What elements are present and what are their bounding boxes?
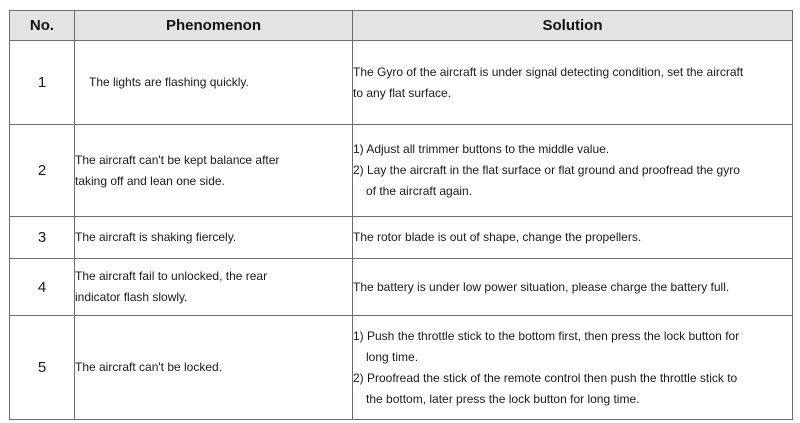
phenomenon-text: indicator flash slowly. — [75, 290, 188, 304]
table-row — [10, 259, 793, 316]
solution-step — [353, 368, 792, 410]
header-solution: Solution — [353, 11, 793, 41]
solution-text-continued: long time. — [366, 349, 419, 364]
solution-text-continued: the bottom, later press the lock button for long time. — [366, 391, 640, 406]
table-row — [10, 316, 793, 420]
solution-text: to any flat surface. — [353, 85, 452, 100]
solution-text: 1) Push the throttle stick to the bottom first, then press the lock button for — [353, 328, 740, 343]
table-row — [10, 125, 793, 217]
solution-text: 1) Adjust all trimmer buttons to the middle value. — [353, 142, 610, 156]
troubleshooting-table — [9, 10, 793, 420]
solution-cell — [353, 125, 793, 217]
table-header-row — [10, 11, 793, 41]
phenomenon-text: The aircraft can't be locked. — [75, 360, 223, 374]
solution-cell — [353, 259, 793, 316]
phenomenon-cell — [75, 217, 353, 259]
solution-text: The battery is under low power situation, please charge the battery full. — [353, 279, 730, 294]
phenomenon-cell — [75, 125, 353, 217]
solution-text: The rotor blade is out of shape, change the propellers. — [353, 230, 642, 244]
solution-text: The Gyro of the aircraft is under signal detecting condition, set the aircraft — [353, 64, 744, 79]
row-number: 4 — [10, 259, 75, 316]
row-number: 3 — [10, 217, 75, 259]
solution-step — [353, 326, 792, 368]
solution-cell — [353, 217, 793, 259]
solution-step — [353, 160, 792, 202]
phenomenon-text: The lights are flashing quickly. — [89, 75, 249, 89]
row-number: 2 — [10, 125, 75, 217]
phenomenon-cell — [75, 259, 353, 316]
row-number: 5 — [10, 316, 75, 420]
phenomenon-cell — [75, 316, 353, 420]
phenomenon-cell — [75, 41, 353, 125]
header-phenomenon: Phenomenon — [75, 11, 353, 41]
phenomenon-text: taking off and lean one side. — [75, 173, 225, 188]
solution-cell — [353, 316, 793, 420]
solution-step — [353, 139, 792, 160]
solution-cell — [353, 41, 793, 125]
phenomenon-text: The aircraft can't be kept balance after — [75, 152, 280, 167]
table-row — [10, 41, 793, 125]
solution-text: 2) Proofread the stick of the remote control then push the throttle stick to — [353, 370, 738, 385]
solution-text-continued: of the aircraft again. — [366, 184, 473, 198]
solution-text: 2) Lay the aircraft in the flat surface or flat ground and proofread the gyro — [353, 163, 740, 177]
phenomenon-text: The aircraft fail to unlocked, the rear — [75, 269, 268, 283]
row-number: 1 — [10, 41, 75, 125]
phenomenon-text: The aircraft is shaking fiercely. — [75, 230, 237, 244]
table-row — [10, 217, 793, 259]
header-no: No. — [10, 11, 75, 41]
